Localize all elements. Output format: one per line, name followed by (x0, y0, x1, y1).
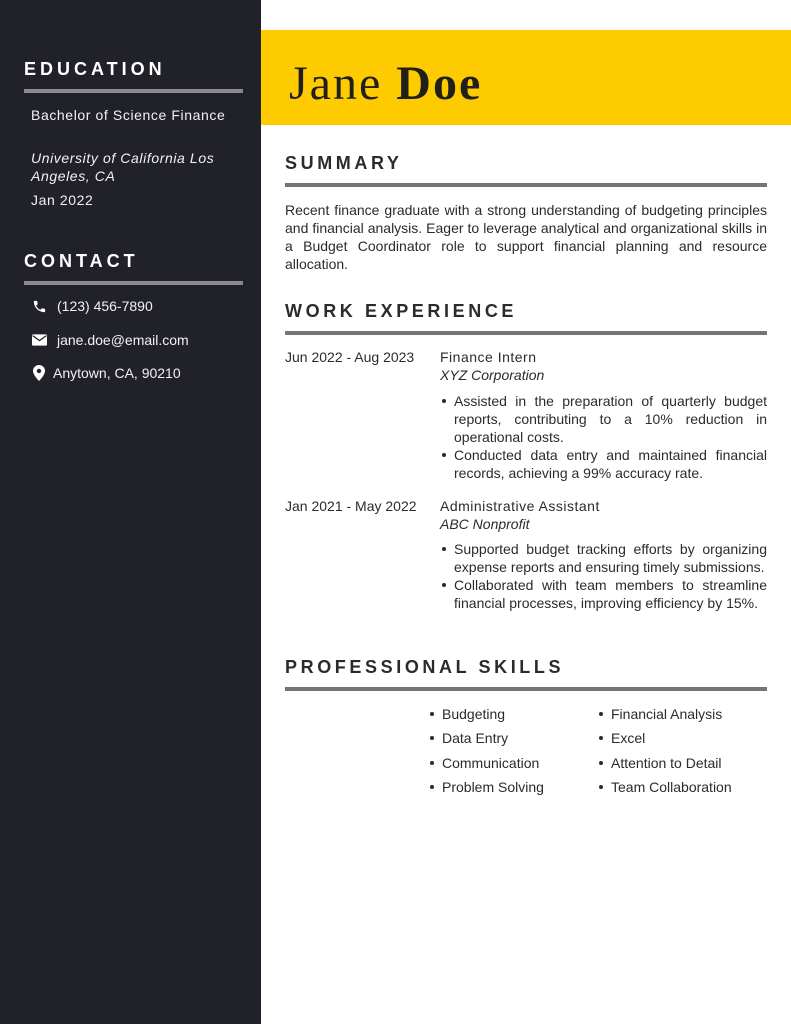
job-bullets (440, 392, 767, 482)
education-degree: Bachelor of Science Finance (31, 107, 226, 123)
skills-list-left (428, 705, 544, 802)
work-divider (285, 331, 767, 335)
map-pin-icon (31, 365, 47, 381)
contact-email-text: jane.doe@email.com (57, 332, 189, 348)
job-bullet: Supported budget tracking efforts by organizing expense reports and ensuring timely submissions. (440, 540, 767, 576)
job-title: Finance Intern (440, 349, 537, 365)
job-bullet: Assisted in the preparation of quarterly budget reports, contributing to a 10% reduction in operational costs. (440, 392, 767, 446)
contact-location-text: Anytown, CA, 90210 (53, 365, 181, 381)
skill-item: Problem Solving (428, 778, 544, 802)
phone-icon (31, 298, 47, 314)
summary-divider (285, 183, 767, 187)
job-bullet: Collaborated with team members to streamline financial processes, improving efficiency by 15%. (440, 576, 767, 612)
job-dates: Jun 2022 - Aug 2023 (285, 349, 415, 365)
job-bullet: Conducted data entry and maintained financial records, achieving a 99% accuracy rate. (440, 446, 767, 482)
name-header (261, 30, 791, 125)
last-name: Doe (396, 57, 483, 110)
contact-heading: CONTACT (24, 251, 139, 271)
first-name: Jane (289, 57, 383, 110)
job-bullets (440, 540, 767, 612)
education-date: Jan 2022 (31, 192, 94, 208)
sidebar (0, 0, 261, 1024)
skill-item: Communication (428, 754, 544, 778)
education-heading: EDUCATION (24, 59, 166, 79)
job-company: XYZ Corporation (440, 367, 545, 383)
full-name (289, 56, 482, 112)
job-dates: Jan 2021 - May 2022 (285, 498, 417, 514)
work-heading: WORK EXPERIENCE (285, 301, 518, 321)
skill-item: Data Entry (428, 729, 544, 753)
education-school: University of California Los Angeles, CA (31, 150, 215, 184)
skills-list-right (597, 705, 732, 802)
skill-item: Team Collaboration (597, 778, 732, 802)
job-company: ABC Nonprofit (440, 516, 530, 532)
skill-item: Excel (597, 729, 732, 753)
skills-heading: PROFESSIONAL SKILLS (285, 657, 565, 677)
contact-email (31, 331, 189, 349)
contact-divider (24, 281, 243, 285)
summary-heading: SUMMARY (285, 153, 403, 173)
skill-item: Financial Analysis (597, 705, 732, 729)
envelope-icon (31, 332, 47, 348)
contact-phone-text: (123) 456-7890 (57, 298, 153, 314)
job-title: Administrative Assistant (440, 498, 600, 514)
summary-text: Recent finance graduate with a strong understanding of budgeting principles and financial analysis. Eager to leverage analytical and organizational skills in a Budget Coordinator role to support financial planning and resource allocation. (285, 202, 767, 272)
skills-divider (285, 687, 767, 691)
education-divider (24, 89, 243, 93)
skill-item: Attention to Detail (597, 754, 732, 778)
skill-item: Budgeting (428, 705, 544, 729)
contact-location (31, 364, 181, 382)
contact-phone (31, 297, 153, 315)
